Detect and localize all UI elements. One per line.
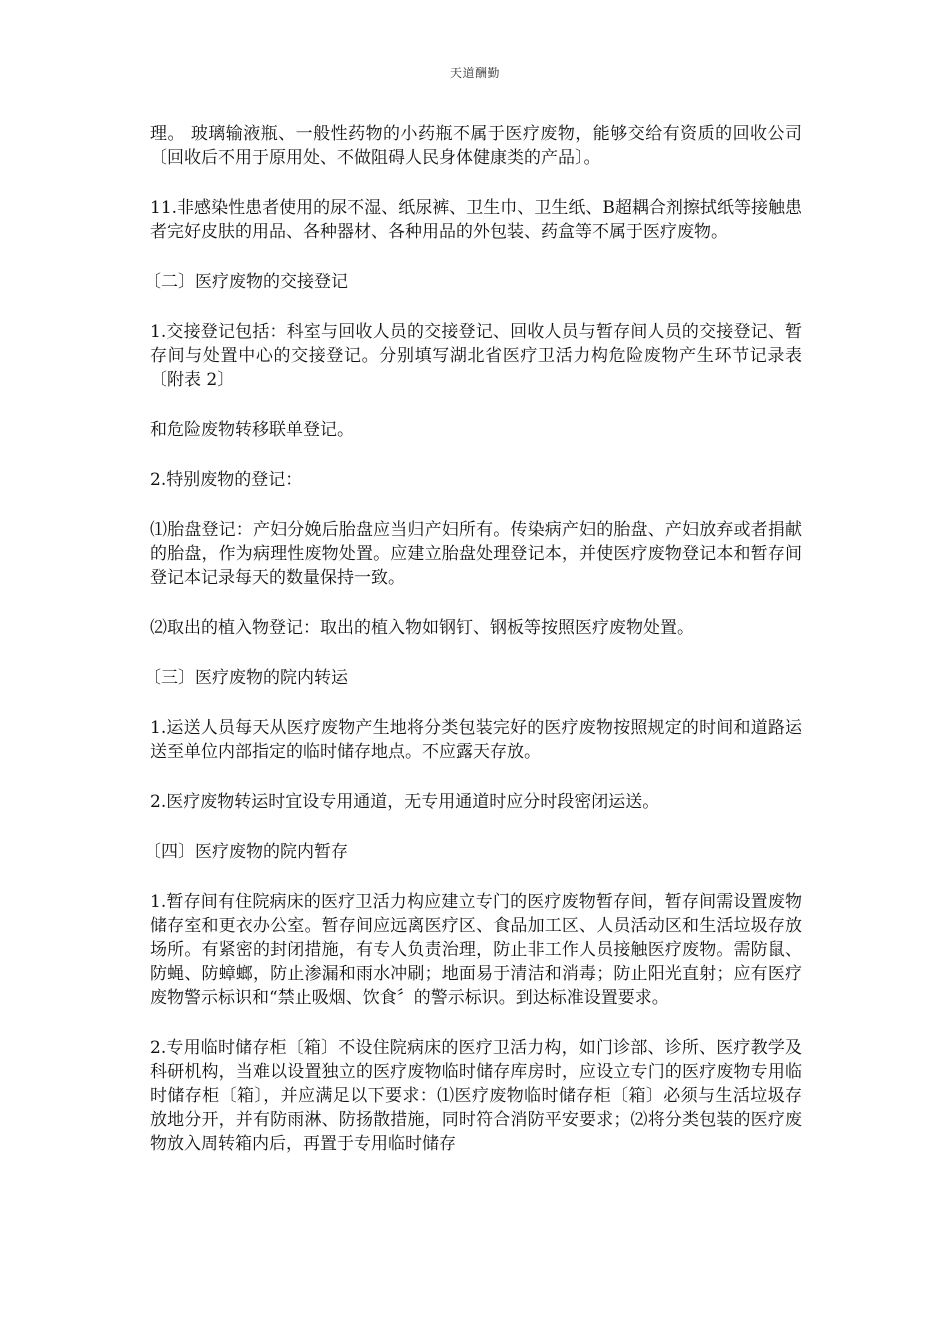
section-heading-4: 〔四〕医疗废物的院内暂存	[144, 842, 348, 862]
paragraph-transport-daily: 1.运送人员每天从医疗废物产生地将分类包装完好的医疗废物按照规定的时间和道路运送至单位内部指定的临时储存地点。不应露天存放。	[150, 718, 802, 762]
section-heading-2: 〔二〕医疗废物的交接登记	[144, 272, 348, 292]
paragraph-handover-registration: 1.交接登记包括：科室与回收人员的交接登记、回收人员与暂存间人员的交接登记、暂存间与处置中心的交接登记。分别填写湖北省医疗卫活力构危险废物产生环节记录表〔附表 2〕	[150, 322, 802, 390]
page-header: 天道酬勤	[449, 66, 500, 80]
paragraph-transfer-form: 和危险废物转移联单登记。	[150, 420, 354, 440]
paragraph-transport-channel: 2.医疗废物转运时宜设专用通道，无专用通道时应分时段密闭运送。	[150, 792, 660, 812]
paragraph-item-11: 11.非感染性患者使用的尿不湿、纸尿裤、卫生巾、卫生纸、B超耦合剂擦拭纸等接触患者完好皮肤的用品、各种器材、各种用品的外包装、药盒等不属于医疗废物。	[150, 198, 802, 242]
paragraph-placenta: ⑴胎盘登记：产妇分娩后胎盘应当归产妇所有。传染病产妇的胎盘、产妇放弃或者捐献的胎盘，作为病理性废物处置。应建立胎盘处理登记本，并使医疗废物登记本和暂存间登记本记录每天的数量保持一致。	[150, 520, 802, 588]
paragraph-storage-room: 1.暂存间有住院病床的医疗卫活力构应建立专门的医疗废物暂存间，暂存间需设置废物储存室和更衣办公室。暂存间应远离医疗区、食品加工区、人员活动区和生活垃圾存放场所。有紧密的封闭措施，有专人负责治理，防止非工作人员接触医疗废物。需防鼠、防蝇、防蟑螂，防止渗漏和雨水冲刷；地面易于清洁和消毒；防止阳光直射；应有医疗废物警示标识和“禁止吸烟、饮食〞的警示标识。到达标准设置要求。	[150, 892, 802, 1008]
paragraph-glass-bottles: 理。 玻璃输液瓶、一般性药物的小药瓶不属于医疗废物，能够交给有资质的回收公司〔回收后不用于原用处、不做阻碍人民身体健康类的产品〕。	[150, 124, 802, 168]
document-body	[144, 122, 802, 1182]
paragraph-special-waste: 2.特别废物的登记：	[150, 470, 303, 490]
paragraph-implants: ⑵取出的植入物登记：取出的植入物如钢钉、钢板等按照医疗废物处置。	[150, 618, 694, 638]
paragraph-storage-cabinet: 2.专用临时储存柜〔箱〕不设住院病床的医疗卫活力构，如门诊部、诊所、医疗教学及科研机构，当难以设置独立的医疗废物临时储存库房时，应设立专门的医疗废物专用临时储存柜〔箱〕，并应满足以下要求：⑴医疗废物临时储存柜〔箱〕必须与生活垃圾存放地分开，并有防雨淋、防扬散措施，同时符合消防平安要求；⑵将分类包装的医疗废物放入周转箱内后，再置于专用临时储存	[150, 1038, 802, 1154]
section-heading-3: 〔三〕医疗废物的院内转运	[144, 668, 348, 688]
